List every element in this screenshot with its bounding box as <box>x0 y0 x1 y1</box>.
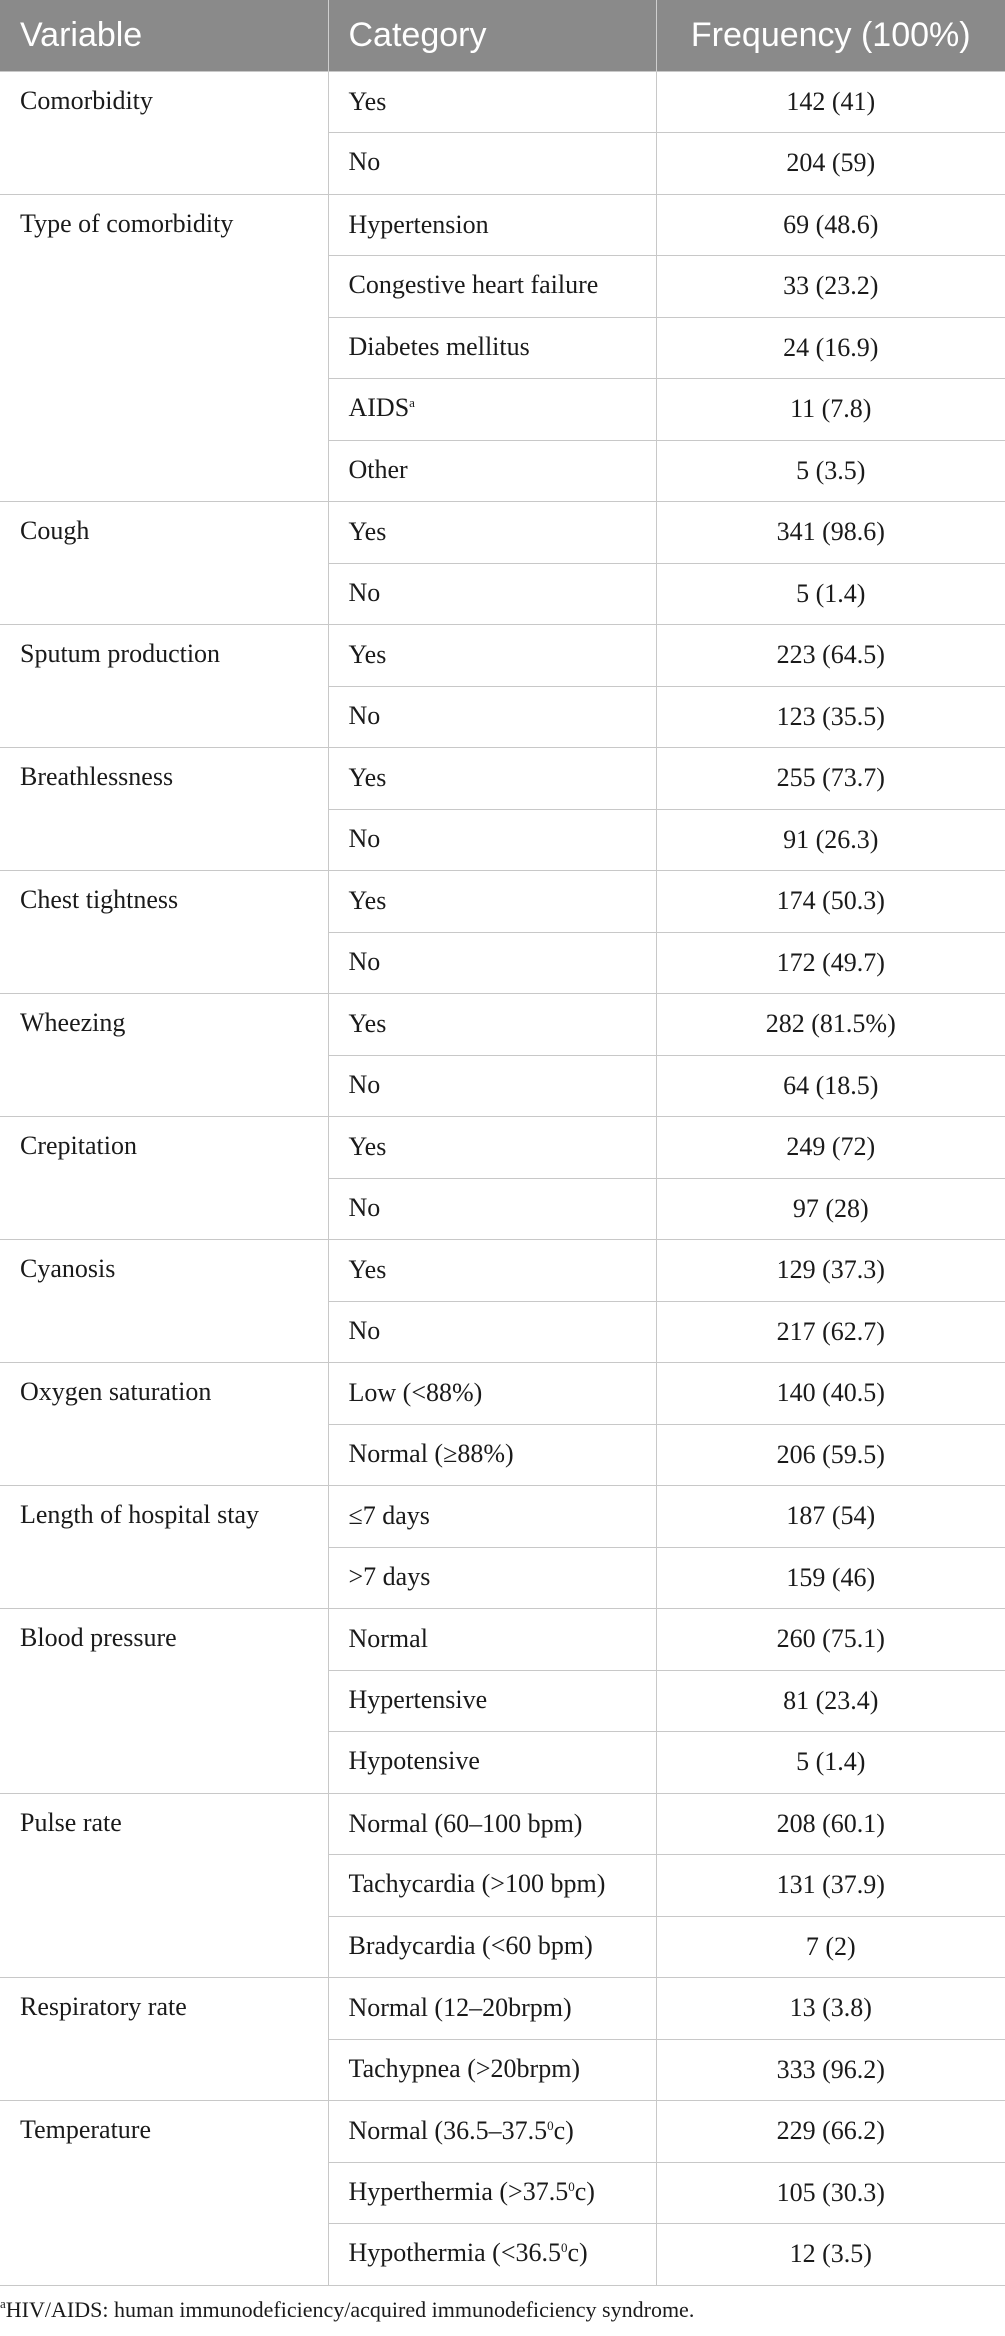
category-cell <box>328 563 656 625</box>
table-row <box>0 1117 1005 1179</box>
category-text: Other <box>348 454 408 484</box>
frequency-cell: 5 (1.4) <box>656 563 1005 625</box>
variable-cell: Wheezing <box>0 994 328 1117</box>
frequency-cell: 12 (3.5) <box>656 2224 1005 2286</box>
frequency-cell: 13 (3.8) <box>656 1978 1005 2040</box>
category-superscript: 0 <box>561 2240 568 2255</box>
category-text: Congestive heart failure <box>348 270 599 299</box>
category-cell <box>328 1055 656 1117</box>
category-cell <box>328 1793 656 1855</box>
category-suffix: c) <box>567 2238 588 2267</box>
category-text: Yes <box>348 86 387 116</box>
frequency-cell: 129 (37.3) <box>656 1240 1005 1302</box>
category-text: Tachycardia (>100 bpm) <box>348 1869 606 1898</box>
variable-cell: Crepitation <box>0 1117 328 1240</box>
frequency-cell: 140 (40.5) <box>656 1363 1005 1425</box>
frequency-cell: 33 (23.2) <box>656 256 1005 318</box>
category-cell <box>328 1178 656 1240</box>
category-cell <box>328 932 656 994</box>
category-cell <box>328 1978 656 2040</box>
frequency-cell: 11 (7.8) <box>656 379 1005 441</box>
variable-cell: Pulse rate <box>0 1793 328 1978</box>
frequency-cell: 255 (73.7) <box>656 748 1005 810</box>
category-cell <box>328 440 656 502</box>
table-row <box>0 1240 1005 1302</box>
category-cell <box>328 1117 656 1179</box>
category-text: Low (<88%) <box>348 1378 483 1408</box>
category-text: Yes <box>348 640 387 670</box>
variable-cell: Temperature <box>0 2101 328 2286</box>
variable-cell: Comorbidity <box>0 71 328 194</box>
category-cell <box>328 1609 656 1671</box>
frequency-cell: 204 (59) <box>656 133 1005 195</box>
frequency-cell: 97 (28) <box>656 1178 1005 1240</box>
frequency-cell: 24 (16.9) <box>656 317 1005 379</box>
category-text: No <box>348 823 381 853</box>
category-cell <box>328 1670 656 1732</box>
frequency-cell: 159 (46) <box>656 1547 1005 1609</box>
table-row <box>0 1793 1005 1855</box>
frequency-cell: 69 (48.6) <box>656 194 1005 256</box>
frequency-cell: 282 (81.5%) <box>656 994 1005 1056</box>
category-cell <box>328 1916 656 1978</box>
table-row <box>0 625 1005 687</box>
table-row <box>0 2101 1005 2163</box>
category-cell <box>328 686 656 748</box>
category-cell <box>328 871 656 933</box>
category-text: Hypertension <box>348 209 489 239</box>
variable-cell: Respiratory rate <box>0 1978 328 2101</box>
category-text: Yes <box>348 1132 387 1162</box>
category-text: No <box>348 577 381 607</box>
category-cell <box>328 1424 656 1486</box>
category-text: Yes <box>348 517 387 547</box>
category-cell <box>328 317 656 379</box>
category-cell <box>328 2101 656 2163</box>
frequency-cell: 131 (37.9) <box>656 1855 1005 1917</box>
variable-cell: Breathlessness <box>0 748 328 871</box>
category-cell <box>328 133 656 195</box>
category-text: Normal <box>348 1624 428 1654</box>
footnote-marker: a <box>0 2296 6 2311</box>
header-frequency: Frequency (100%) <box>656 0 1005 71</box>
category-cell <box>328 2039 656 2101</box>
category-suffix: c) <box>574 2176 595 2206</box>
variable-cell: Chest tightness <box>0 871 328 994</box>
category-text: Normal (60–100 bpm) <box>348 1808 583 1838</box>
category-text: Hypertensive <box>348 1684 488 1714</box>
variable-cell: Blood pressure <box>0 1609 328 1794</box>
category-cell <box>328 1486 656 1548</box>
category-text: Tachypnea (>20brpm) <box>348 2053 581 2083</box>
category-text: No <box>348 147 381 176</box>
header-category: Category <box>328 0 656 71</box>
frequency-cell: 260 (75.1) <box>656 1609 1005 1671</box>
category-text: No <box>348 1315 381 1345</box>
category-cell <box>328 502 656 564</box>
frequency-cell: 333 (96.2) <box>656 2039 1005 2101</box>
category-cell <box>328 1240 656 1302</box>
frequency-cell: 172 (49.7) <box>656 932 1005 994</box>
table-row <box>0 1978 1005 2040</box>
frequency-cell: 7 (2) <box>656 1916 1005 1978</box>
variable-cell: Sputum production <box>0 625 328 748</box>
category-cell <box>328 194 656 256</box>
frequency-cell: 81 (23.4) <box>656 1670 1005 1732</box>
frequency-cell: 229 (66.2) <box>656 2101 1005 2163</box>
category-text: Hyperthermia (>37.5 <box>348 2176 569 2206</box>
variable-cell: Cough <box>0 502 328 625</box>
category-cell <box>328 1855 656 1917</box>
table-row <box>0 1486 1005 1548</box>
category-text: >7 days <box>348 1561 431 1591</box>
table-row <box>0 194 1005 256</box>
category-cell <box>328 71 656 133</box>
frequency-cell: 208 (60.1) <box>656 1793 1005 1855</box>
category-cell <box>328 994 656 1056</box>
category-text: Yes <box>348 886 387 916</box>
frequency-cell: 5 (3.5) <box>656 440 1005 502</box>
frequency-cell: 206 (59.5) <box>656 1424 1005 1486</box>
category-text: Normal (36.5–37.5 <box>348 2116 548 2146</box>
category-cell <box>328 809 656 871</box>
variable-cell: Oxygen saturation <box>0 1363 328 1486</box>
category-cell <box>328 1301 656 1363</box>
frequency-cell: 91 (26.3) <box>656 809 1005 871</box>
category-superscript: a <box>409 395 415 410</box>
category-cell <box>328 625 656 687</box>
category-text: No <box>348 700 381 730</box>
frequency-cell: 105 (30.3) <box>656 2162 1005 2224</box>
frequency-cell: 5 (1.4) <box>656 1732 1005 1794</box>
frequency-cell: 174 (50.3) <box>656 871 1005 933</box>
category-superscript: 0 <box>568 2178 575 2194</box>
category-text: Hypothermia (<36.5 <box>348 2238 562 2267</box>
category-superscript: 0 <box>547 2118 554 2134</box>
category-suffix: c) <box>553 2116 574 2146</box>
category-cell <box>328 1547 656 1609</box>
frequency-cell: 249 (72) <box>656 1117 1005 1179</box>
category-cell <box>328 2224 656 2286</box>
table-row <box>0 71 1005 133</box>
variable-cell: Cyanosis <box>0 1240 328 1363</box>
category-cell <box>328 1363 656 1425</box>
header-row <box>0 0 1005 71</box>
category-text: No <box>348 1192 381 1222</box>
header-variable: Variable <box>0 0 328 71</box>
footnote-text: HIV/AIDS: human immunodeficiency/acquired immunodeficiency syndrome. <box>5 2297 695 2322</box>
table-header <box>0 0 1005 71</box>
category-text: Bradycardia (<60 bpm) <box>348 1930 593 1960</box>
frequency-cell: 223 (64.5) <box>656 625 1005 687</box>
category-text: Yes <box>348 1009 387 1039</box>
table-footnote <box>0 2296 694 2323</box>
category-cell <box>328 1732 656 1794</box>
category-cell <box>328 256 656 318</box>
frequency-cell: 217 (62.7) <box>656 1301 1005 1363</box>
table-body <box>0 71 1005 2285</box>
category-cell <box>328 748 656 810</box>
category-cell <box>328 2162 656 2224</box>
category-text: AIDS <box>348 393 410 422</box>
frequency-cell: 142 (41) <box>656 71 1005 133</box>
table-row <box>0 748 1005 810</box>
category-text: Yes <box>348 1255 387 1285</box>
frequency-cell: 123 (35.5) <box>656 686 1005 748</box>
category-text: Normal (≥88%) <box>348 1438 514 1468</box>
frequency-cell: 187 (54) <box>656 1486 1005 1548</box>
variable-cell: Type of comorbidity <box>0 194 328 502</box>
variable-cell: Length of hospital stay <box>0 1486 328 1609</box>
frequency-cell: 64 (18.5) <box>656 1055 1005 1117</box>
category-text: ≤7 days <box>348 1501 430 1531</box>
category-text: No <box>348 946 381 976</box>
table-row <box>0 1609 1005 1671</box>
category-cell <box>328 379 656 441</box>
category-text: Normal (12–20brpm) <box>348 1993 572 2023</box>
table-row <box>0 502 1005 564</box>
table-row <box>0 871 1005 933</box>
frequency-cell: 341 (98.6) <box>656 502 1005 564</box>
category-text: Hypotensive <box>348 1746 480 1775</box>
category-text: Diabetes mellitus <box>348 331 530 361</box>
category-text: Yes <box>348 763 387 793</box>
table-row <box>0 1363 1005 1425</box>
table-row <box>0 994 1005 1056</box>
category-text: No <box>348 1069 381 1099</box>
